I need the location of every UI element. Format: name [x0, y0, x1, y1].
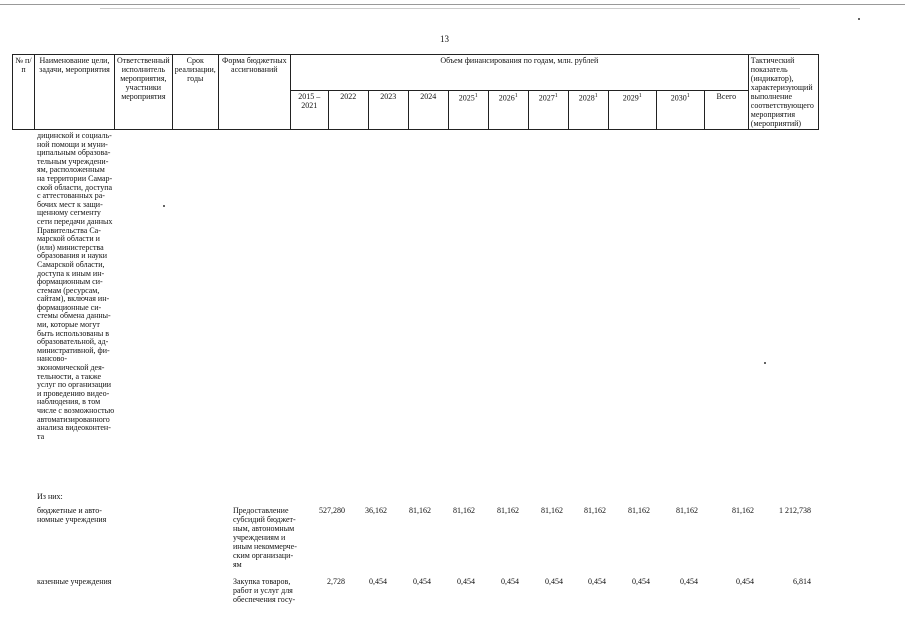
description-line: с аттестованных ра- [37, 191, 105, 201]
row-value: 81,162 [497, 506, 519, 515]
description-line: ной помощи и муни- [37, 139, 108, 149]
row-label-line: номные учреждения [37, 515, 107, 524]
description-line: стемы обмена данны- [37, 311, 111, 321]
row-budget-form-line: ным, автономным [233, 524, 295, 533]
header-year: 2028$^1$ [568, 91, 608, 130]
description-line: формационные си- [37, 302, 102, 312]
description-line: Самарской области, [37, 259, 105, 269]
description-line: та [37, 431, 45, 441]
row-value: 81,162 [453, 506, 475, 515]
description-line: ской области, доступа [37, 182, 113, 192]
row-budget-form-line: ям [233, 560, 242, 569]
row-value: 0,454 [369, 577, 387, 586]
description-line: ям, расположенным [37, 165, 105, 175]
description-line: стемам (ресурсам, [37, 285, 100, 295]
row-value: 0,454 [632, 577, 650, 586]
description-line: дицинской и социаль- [37, 131, 112, 140]
description-line: ципальным образова- [37, 148, 111, 158]
header-year: 2024 [408, 91, 448, 130]
scan-speck [858, 18, 860, 20]
description-line: Правительства Са- [37, 225, 101, 235]
header-name: Наименование цели, задачи, мероприятия [35, 55, 115, 130]
row-value: 0,454 [501, 577, 519, 586]
row-value: 0,454 [736, 577, 754, 586]
row-value: 81,162 [628, 506, 650, 515]
top-rule [0, 4, 905, 5]
scan-speck [163, 205, 165, 207]
of-which-label: Из них: [37, 492, 63, 501]
row-value: 81,162 [732, 506, 754, 515]
description-line: щенному сегменту [37, 208, 101, 218]
header-budget-form: Форма бюджетных ассигнований [218, 55, 290, 130]
header-year: 2030$^1$ [656, 91, 704, 130]
row-value: 81,162 [541, 506, 563, 515]
description-line: сети передачи данных [37, 216, 113, 226]
row-label-line: бюджетные и авто- [37, 506, 102, 515]
row-budget-form [233, 506, 307, 569]
header-num: № п/п [13, 55, 35, 130]
row-value: 81,162 [409, 506, 431, 515]
header-year: 2029$^1$ [608, 91, 656, 130]
financing-table-header [12, 54, 819, 130]
row-label [37, 506, 129, 524]
description-line: образовательной, ад- [37, 337, 109, 347]
row-budget-form-line: субсидий бюджет- [233, 515, 296, 524]
description-line: сайтам), включая ин- [37, 294, 110, 304]
description-line: образования и науки [37, 251, 108, 261]
row-value: 2,728 [327, 577, 345, 586]
row-budget-form-line: работ и услуг для [233, 586, 293, 595]
header-executor: Ответственный исполнитель мероприятия, участники мероприятия [115, 55, 173, 130]
header-year: 2015 – 2021 [290, 91, 328, 130]
description-line: (или) министерства [37, 242, 104, 252]
row-budget-form-line: учреждениям и [233, 533, 286, 542]
header-year: 2023 [368, 91, 408, 130]
row-value-total: 6,814 [793, 577, 811, 586]
header-year: 2027$^1$ [528, 91, 568, 130]
scan-speck [764, 362, 766, 364]
page-number: 13 [440, 34, 449, 44]
row-value: 36,162 [365, 506, 387, 515]
row-value: 527,280 [319, 506, 345, 515]
row-budget-form-line: обеспечения госу- [233, 595, 296, 604]
row-budget-form-line: иным некоммерче- [233, 542, 297, 551]
description-line: на территории Самар- [37, 173, 113, 183]
description-line: автоматизированного [37, 414, 110, 424]
description-line: экономической дея- [37, 363, 105, 373]
row-label-line: казенные учреждения [37, 577, 112, 586]
row-budget-form [233, 577, 307, 604]
description-line: быть использованы в [37, 328, 110, 338]
row-value: 81,162 [676, 506, 698, 515]
row-value: 0,454 [545, 577, 563, 586]
description-line: ми, которые могут [37, 320, 100, 330]
header-indicator: Тактический показатель (индикатор), характеризующий выполнение соответствующего мероприятия (мероприятий) [748, 55, 818, 130]
row-value: 0,454 [413, 577, 431, 586]
description-line: анализа видеоконтен- [37, 423, 111, 433]
header-financing: Объем финансирования по годам, млн. рублей [290, 55, 748, 91]
header-term: Срок реализации, годы [172, 55, 218, 130]
description-line: услуг по организации [37, 380, 112, 390]
row-budget-form-line: Предоставление [233, 506, 289, 515]
description-line: министративной, фи- [37, 345, 110, 355]
row-budget-form-line: ским организаци- [233, 551, 294, 560]
row-value: 0,454 [680, 577, 698, 586]
description-line: нансово- [37, 354, 68, 364]
activity-description [37, 132, 123, 441]
top-rule-secondary [100, 8, 800, 9]
description-line: бочих мест к защи- [37, 199, 103, 209]
row-value: 0,454 [457, 577, 475, 586]
description-line: числе с возможностью [37, 406, 115, 415]
header-year: 2025$^1$ [448, 91, 488, 130]
row-budget-form-line: Закупка товаров, [233, 577, 291, 586]
description-line: наблюдения, в том [37, 397, 101, 407]
description-line: и проведению видео- [37, 388, 110, 398]
description-line: формационным си- [37, 277, 103, 287]
row-value: 0,454 [588, 577, 606, 586]
header-year: 2026$^1$ [488, 91, 528, 130]
description-line: доступа к иным ин- [37, 268, 105, 278]
row-label [37, 577, 129, 586]
row-value: 81,162 [584, 506, 606, 515]
description-line: тельным учреждени- [37, 156, 109, 166]
description-line: тельности, а также [37, 371, 102, 381]
header-year-total: Всего [704, 91, 748, 130]
row-value-total: 1 212,738 [779, 506, 811, 515]
header-year: 2022 [328, 91, 368, 130]
description-line: марской области и [37, 234, 100, 244]
